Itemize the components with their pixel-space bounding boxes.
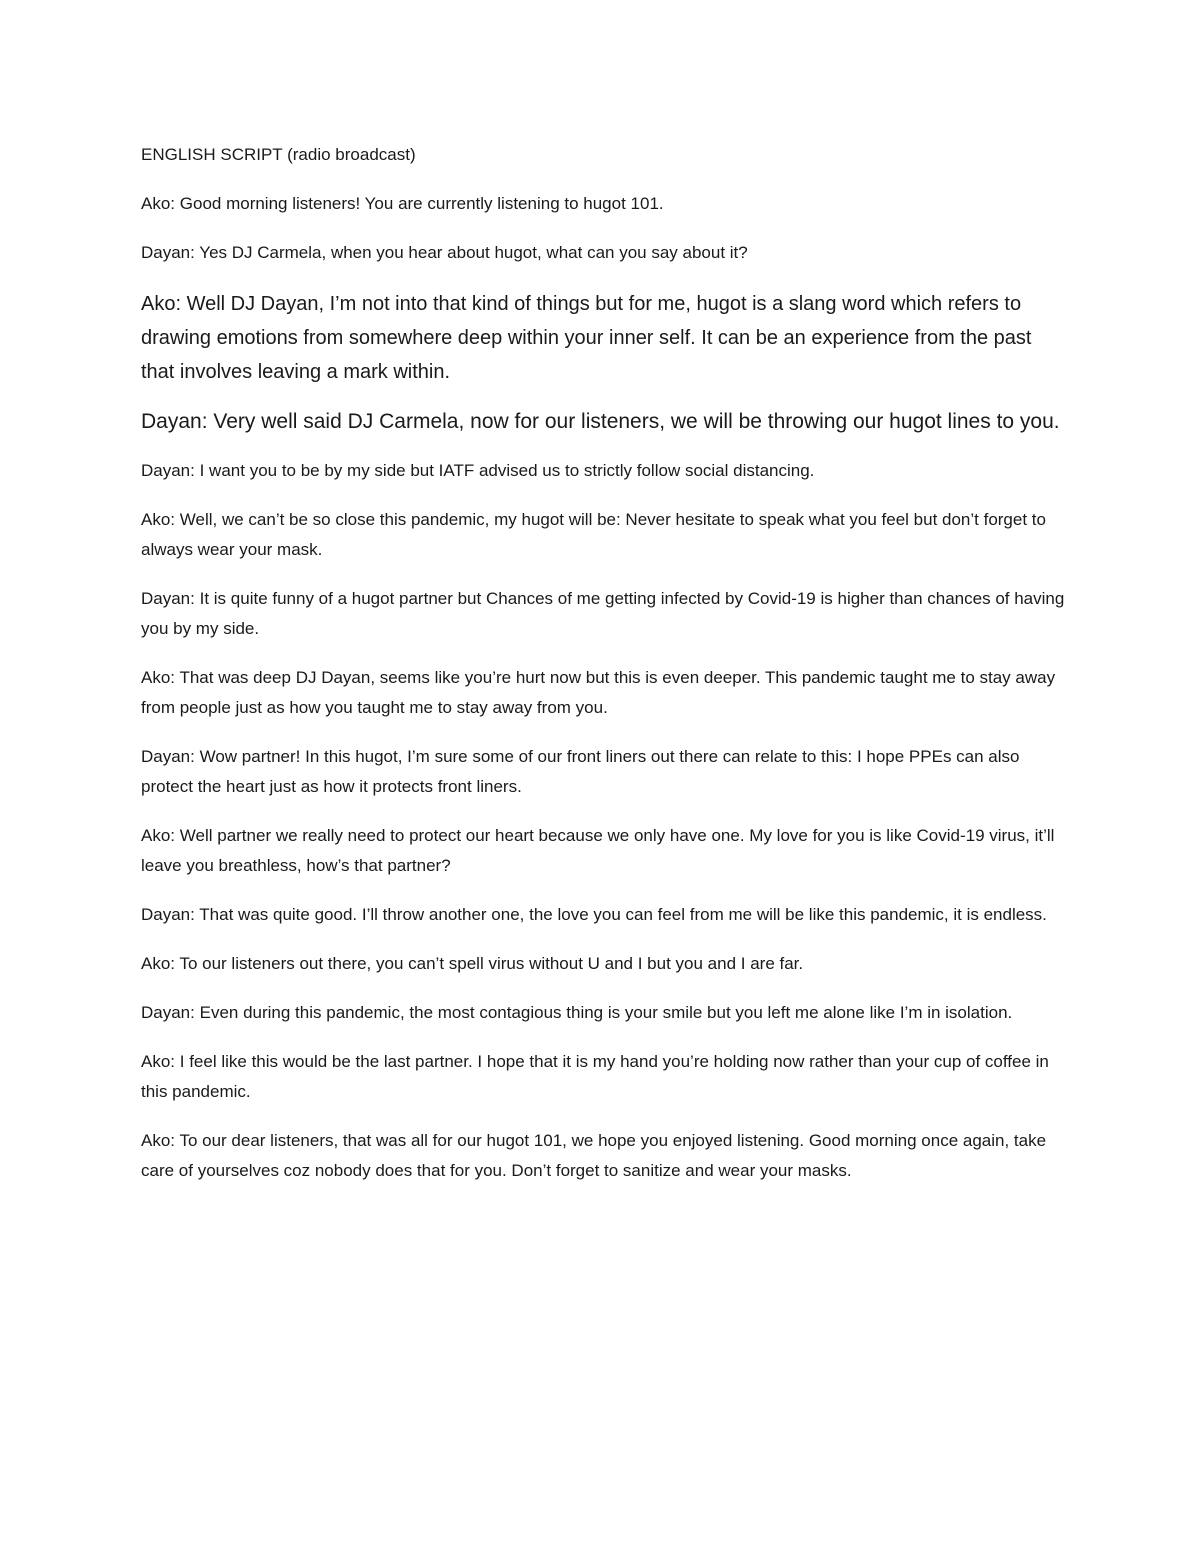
speaker-label: Dayan:	[141, 461, 195, 480]
line-text: Well DJ Dayan, I’m not into that kind of things but for me, hugot is a slang word which refers to drawing emotions from somewhere deep within your inner self. It can be an experience from the past that involves leaving a mark within.	[141, 293, 1032, 383]
speaker-label: Ako:	[141, 510, 176, 529]
line-text: To our listeners out there, you can’t spell virus without U and I but you and I are far.	[179, 954, 804, 973]
speaker-label: Ako:	[141, 194, 176, 213]
script-line	[141, 1126, 1066, 1186]
script-line	[141, 189, 1066, 219]
script-line	[141, 405, 1066, 439]
script-line	[141, 949, 1066, 979]
script-line	[141, 663, 1066, 723]
line-text: Well partner we really need to protect our heart because we only have one. My love for you is like Covid-19 virus, it’ll leave you breathless, how’s that partner?	[141, 826, 1055, 875]
script-line	[141, 238, 1066, 268]
line-text: Wow partner! In this hugot, I’m sure some of our front liners out there can relate to this: I hope PPEs can also protect the heart just as how it protects front liners.	[141, 747, 1020, 796]
speaker-label: Ako:	[141, 293, 182, 315]
speaker-label: Ako:	[141, 668, 176, 687]
speaker-label: Dayan:	[141, 410, 208, 433]
line-text: Yes DJ Carmela, when you hear about hugot, what can you say about it?	[199, 243, 748, 262]
document-body	[141, 140, 1066, 1205]
line-text: That was quite good. I’ll throw another one, the love you can feel from me will be like this pandemic, it is endless.	[199, 905, 1047, 924]
line-text: Well, we can’t be so close this pandemic, my hugot will be: Never hesitate to speak what you feel but don’t forget to always wear your mask.	[141, 510, 1046, 559]
script-line	[141, 998, 1066, 1028]
script-line	[141, 1047, 1066, 1107]
script-line	[141, 456, 1066, 486]
script-line	[141, 505, 1066, 565]
line-text: That was deep DJ Dayan, seems like you’re hurt now but this is even deeper. This pandemic taught me to stay away from people just as how you taught me to stay away from you.	[141, 668, 1056, 717]
line-text: Very well said DJ Carmela, now for our listeners, we will be throwing our hugot lines to you.	[213, 410, 1060, 433]
speaker-label: Ako:	[141, 1131, 176, 1150]
speaker-label: Ako:	[141, 954, 176, 973]
speaker-label: Dayan:	[141, 747, 195, 766]
script-line	[141, 742, 1066, 802]
speaker-label: Dayan:	[141, 1003, 195, 1022]
script-line	[141, 900, 1066, 930]
speaker-label: Dayan:	[141, 243, 195, 262]
line-text: I want you to be by my side but IATF advised us to strictly follow social distancing.	[199, 461, 815, 480]
speaker-label: Ako:	[141, 1052, 176, 1071]
script-line	[141, 584, 1066, 644]
document-title: ENGLISH SCRIPT (radio broadcast)	[141, 145, 416, 164]
speaker-label: Dayan:	[141, 589, 195, 608]
line-text: To our dear listeners, that was all for our hugot 101, we hope you enjoyed listening. Good morning once again, take care of yourselves coz nobody does that for you. Don’t forget to sanitize and wear your masks.	[141, 1131, 1047, 1180]
speaker-label: Dayan:	[141, 905, 195, 924]
speaker-label: Ako:	[141, 826, 176, 845]
line-text: Even during this pandemic, the most contagious thing is your smile but you left me alone like I’m in isolation.	[199, 1003, 1013, 1022]
line-text: Good morning listeners! You are currently listening to hugot 101.	[179, 194, 664, 213]
script-line	[141, 287, 1066, 389]
line-text: It is quite funny of a hugot partner but Chances of me getting infected by Covid-19 is higher than chances of having you by my side.	[141, 589, 1065, 638]
line-text: I feel like this would be the last partner. I hope that it is my hand you’re holding now rather than your cup of coffee in this pandemic.	[141, 1052, 1049, 1101]
script-line	[141, 821, 1066, 881]
